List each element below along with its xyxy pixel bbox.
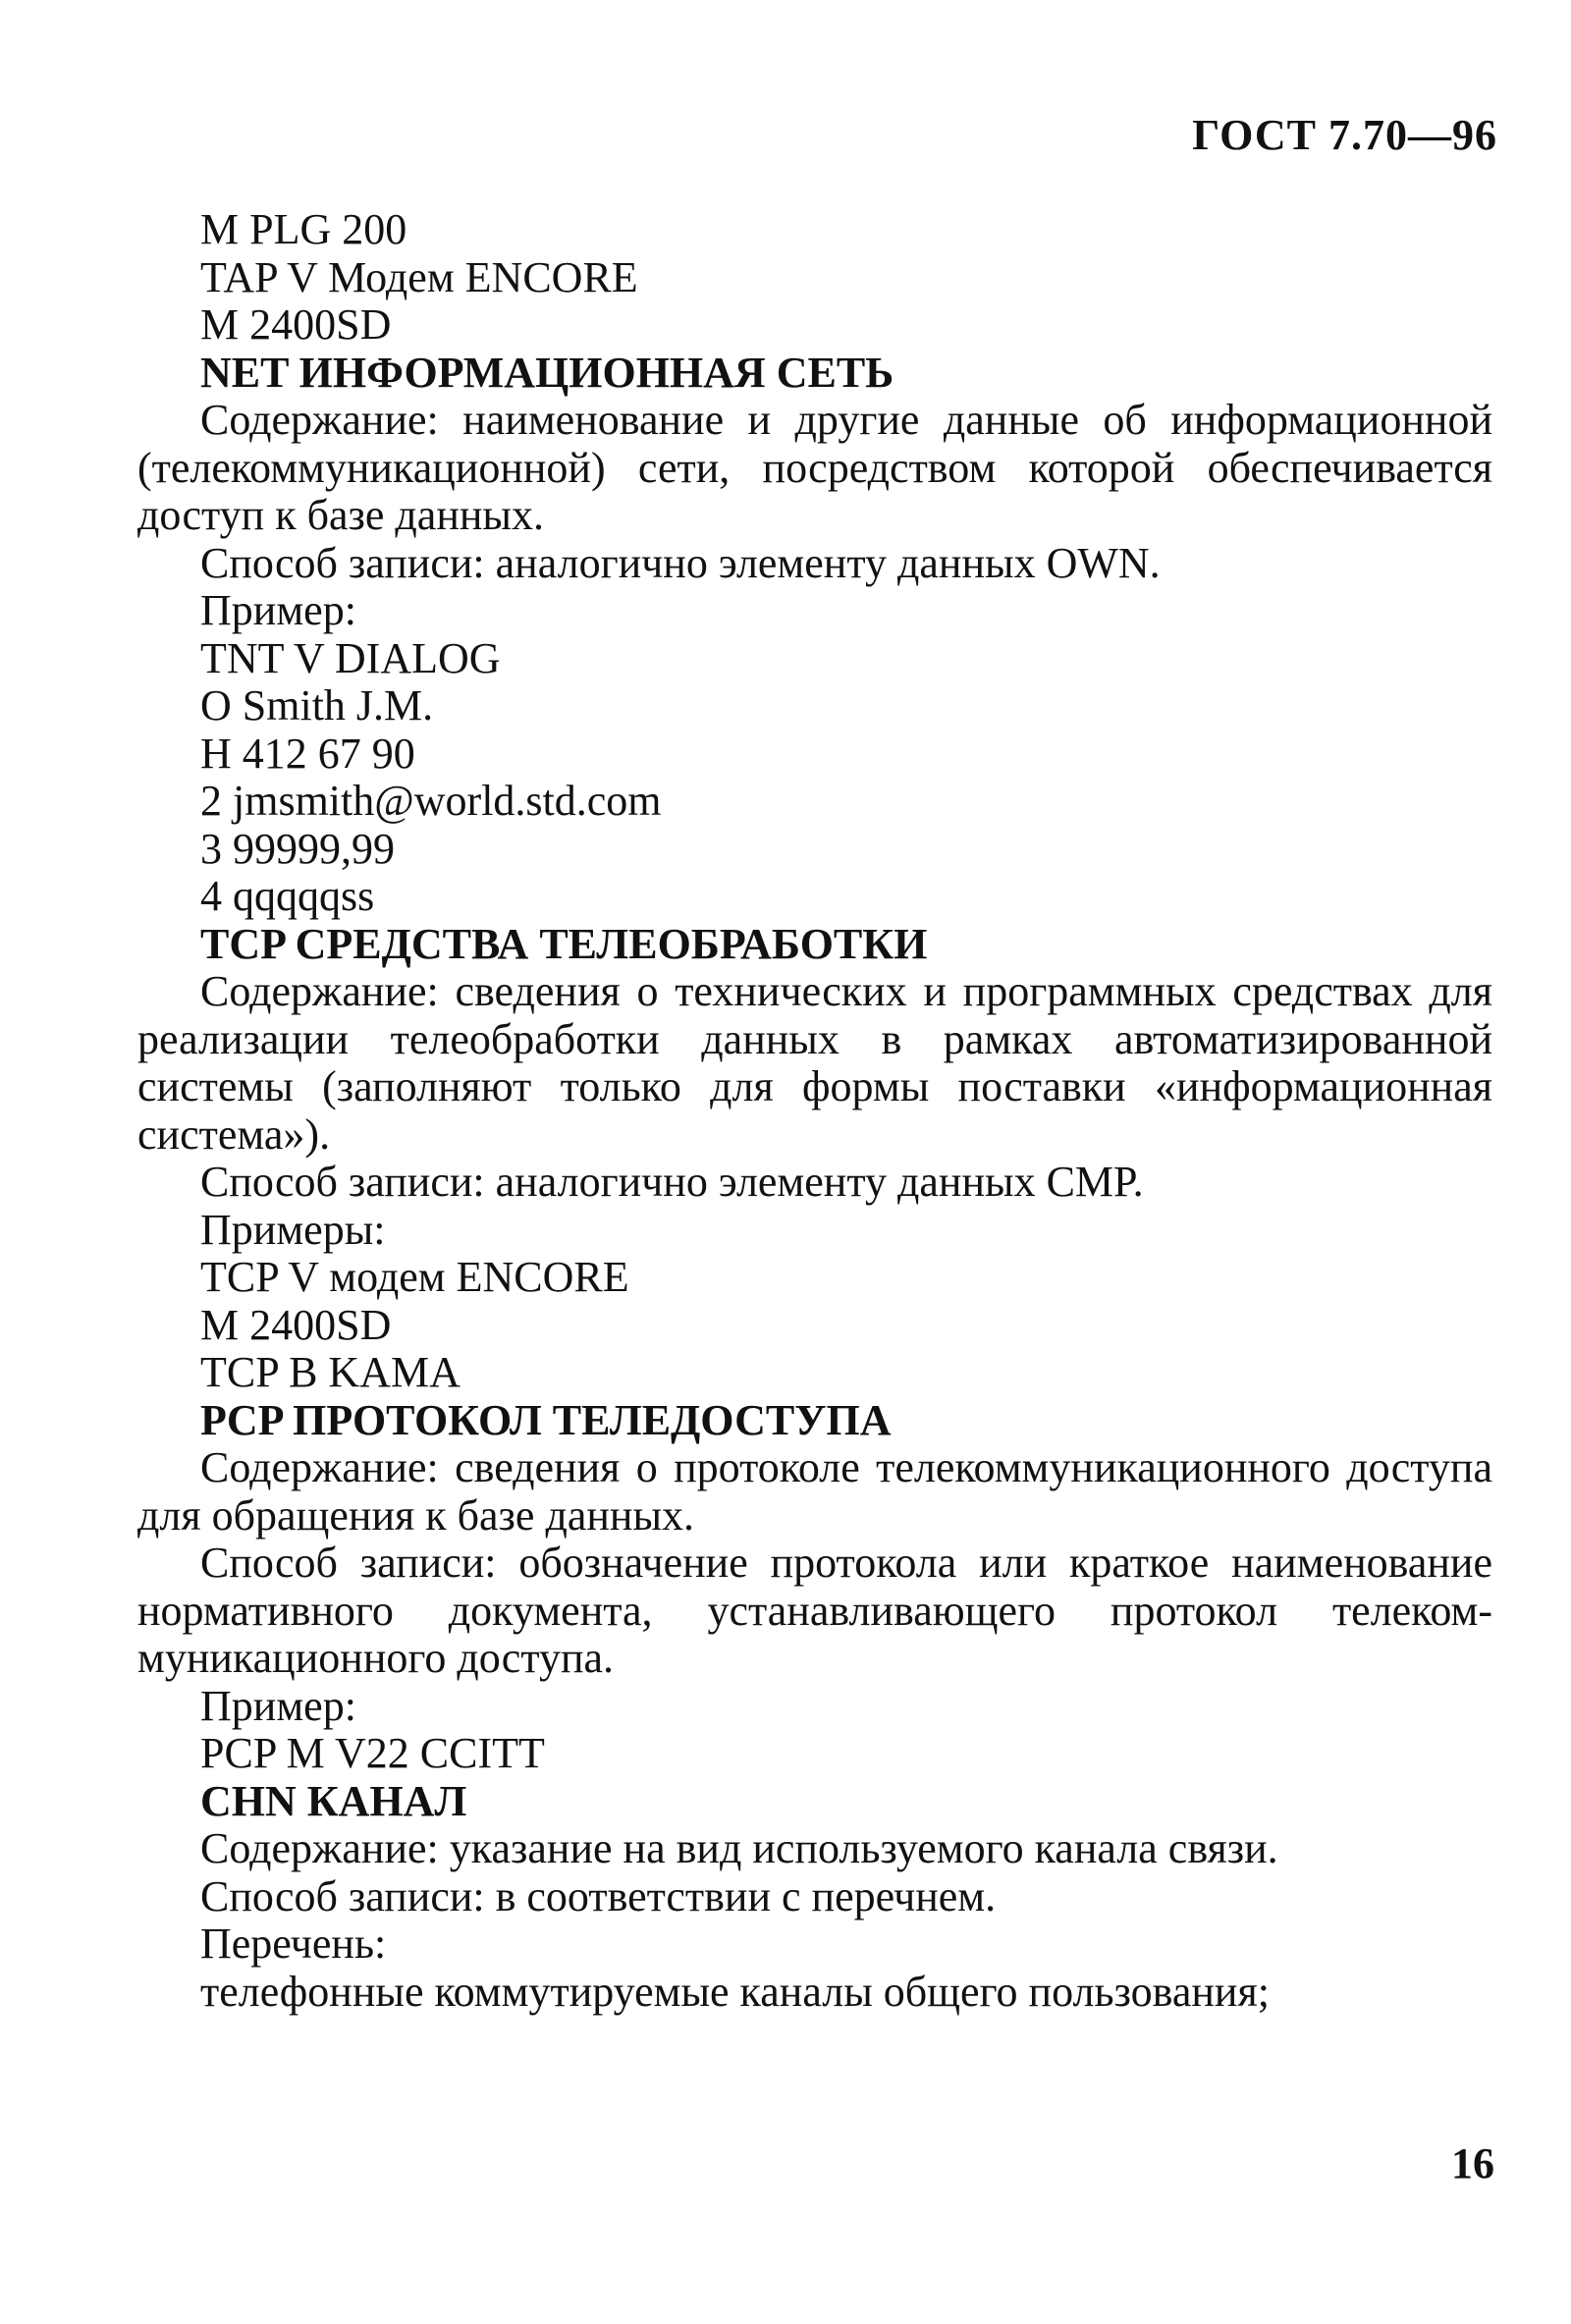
section-heading-chn: CHN КАНАЛ <box>200 1776 467 1825</box>
example-line: TNT V DIALOG <box>200 633 501 682</box>
text-line: Способ записи: в соответствии с перечнем. <box>200 1871 997 1920</box>
text-line: Пример: <box>200 586 356 634</box>
example-line: 3 99999,99 <box>200 824 395 873</box>
text-line: Содержание: указание на вид используемого канала связи. <box>200 1824 1278 1872</box>
text-line: Способ записи: аналогично элементу данных OWN. <box>200 538 1161 587</box>
text-line: M PLG 200 <box>200 205 407 253</box>
paragraph-tcp-content: Содержание: сведения о технических и программных средствах для реализации телеобработки данных в рамках автоматизированной системы (заполняют только для формы поставки «информационная система»). <box>137 967 1492 1159</box>
paragraph-net-content: Содержание: наименование и другие данные об информационной (телекоммуникационной) сети, посредством которой обеспечивается доступ к базе данных. <box>137 396 1492 539</box>
example-line: TCP B KAMA <box>200 1348 460 1396</box>
paragraph-pcp-content: Содержание: сведения о протоколе телекоммуникационного доступа для обращения к базе данных. <box>137 1443 1492 1540</box>
section-heading-pcp: PCP ПРОТОКОЛ ТЕЛЕДОСТУПА <box>200 1395 892 1444</box>
section-heading-tcp: TCP СРЕДСТВА ТЕЛЕОБРАБОТКИ <box>200 919 928 968</box>
paragraph-pcp-method: Способ записи: обозначение протокола или краткое наименование нормативного документа, устанавливающего протокол телекоммуникационного доступа. <box>137 1539 1492 1682</box>
example-line: 4 qqqqqss <box>200 872 375 920</box>
example-line: PCP M V22 CCITT <box>200 1729 545 1777</box>
example-line: 2 jmsmith@world.std.com <box>200 777 662 825</box>
text-line: TAP V Модем ENCORE <box>200 252 638 301</box>
document-body <box>137 206 1492 2016</box>
text-line: Способ записи: аналогично элементу данных CMP. <box>200 1158 1144 1206</box>
example-line: O Smith J.M. <box>200 681 434 730</box>
text-line: телефонные коммутируемые каналы общего пользования; <box>200 1967 1270 2016</box>
document-code-header: ГОСТ 7.70—96 <box>1192 111 1497 159</box>
example-line: H 412 67 90 <box>200 729 415 778</box>
text-line: Пример: <box>200 1681 356 1730</box>
text-line: M 2400SD <box>200 300 392 349</box>
section-heading-net: NET ИНФОРМАЦИОННАЯ СЕТЬ <box>200 348 894 397</box>
text-line: Примеры: <box>200 1205 386 1254</box>
text-line: Перечень: <box>200 1919 387 1968</box>
example-line: M 2400SD <box>200 1300 392 1349</box>
page-number: 16 <box>1451 2139 1494 2188</box>
example-line: TCP V модем ENCORE <box>200 1253 629 1301</box>
